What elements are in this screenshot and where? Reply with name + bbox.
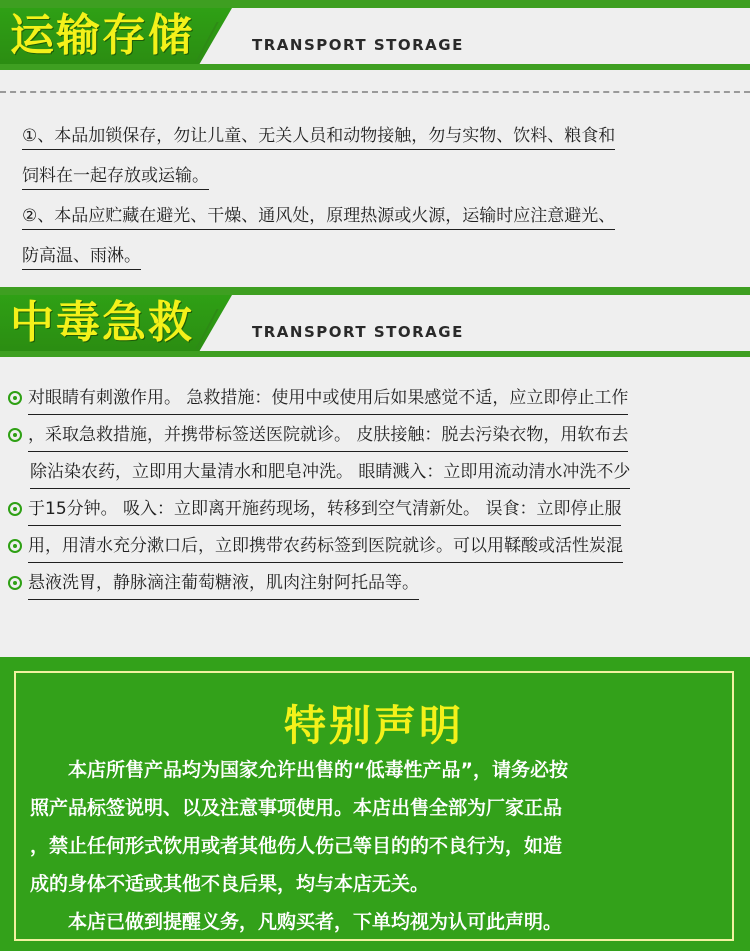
aid-line: 悬液洗胃，静脉滴注葡萄糖液，肌肉注射阿托品等。 [28,568,419,600]
notice-line: 本店已做到提醒义务，凡购买者，下单均视为认可此声明。 [30,911,563,933]
aid-row [8,494,738,531]
aid-line: 用，用清水充分漱口后，立即携带农药标签到医院就诊。可以用鞣酸或活性炭混 [28,531,623,563]
header-top-rule [0,0,750,8]
aid-text [8,383,738,605]
storage-subtitle: TRANSPORT STORAGE [252,36,464,54]
aid-line: 对眼睛有刺激作用。 急救措施：使用中或使用后如果感觉不适，应立即停止工作 [28,383,628,415]
storage-line: 饲料在一起存放或运输。 [22,163,209,190]
notice-line: 照产品标签说明、以及注意事项使用。本店出售全部为厂家正品 [30,797,563,819]
dashed-divider [0,91,750,93]
aid-row [8,383,738,420]
storage-text [22,118,734,278]
aid-line: ，采取急救措施，并携带标签送医院就诊。 皮肤接触：脱去污染衣物，用软布去 [28,420,628,452]
notice-line: ，禁止任何形式饮用或者其他伤人伤己等目的的不良行为，如造 [30,835,563,857]
aid-line: 除沾染农药，立即用大量清水和肥皂冲洗。 眼睛溅入：立即用流动清水冲洗不少 [30,457,630,489]
header-top-rule [0,287,750,295]
aid-subtitle: TRANSPORT STORAGE [252,323,464,341]
header-bottom-rule [0,351,750,357]
radio-bullet-icon [8,391,22,405]
aid-title: 中毒急救 [10,297,194,348]
storage-line: 防高温、雨淋。 [22,243,141,270]
radio-bullet-icon [8,428,22,442]
storage-line: ①、本品加锁保存，勿让儿童、无关人员和动物接触，勿与实物、饮料、粮食和 [22,123,615,150]
notice-line: 本店所售产品均为国家允许出售的“低毒性产品”，请务必按 [30,759,568,781]
storage-title: 运输存储 [10,10,194,61]
notice-panel [0,657,750,951]
notice-title: 特别声明 [283,701,464,750]
aid-line: 于15分钟。 吸入：立即离开施药现场，转移到空气清新处。 误食：立即停止服 [28,494,621,526]
radio-bullet-icon [8,502,22,516]
aid-row [8,568,738,605]
aid-row [8,420,738,457]
radio-bullet-icon [8,539,22,553]
aid-row [8,457,738,494]
radio-bullet-icon [8,576,22,590]
storage-header [0,0,750,70]
aid-row [8,531,738,568]
aid-header [0,287,750,357]
notice-line: 成的身体不适或其他不良后果，均与本店无关。 [30,873,430,895]
storage-line: ②、本品应贮藏在避光、干燥、通风处，原理热源或火源，运输时应注意避光、 [22,203,615,230]
notice-body [30,751,730,941]
header-bottom-rule [0,64,750,70]
